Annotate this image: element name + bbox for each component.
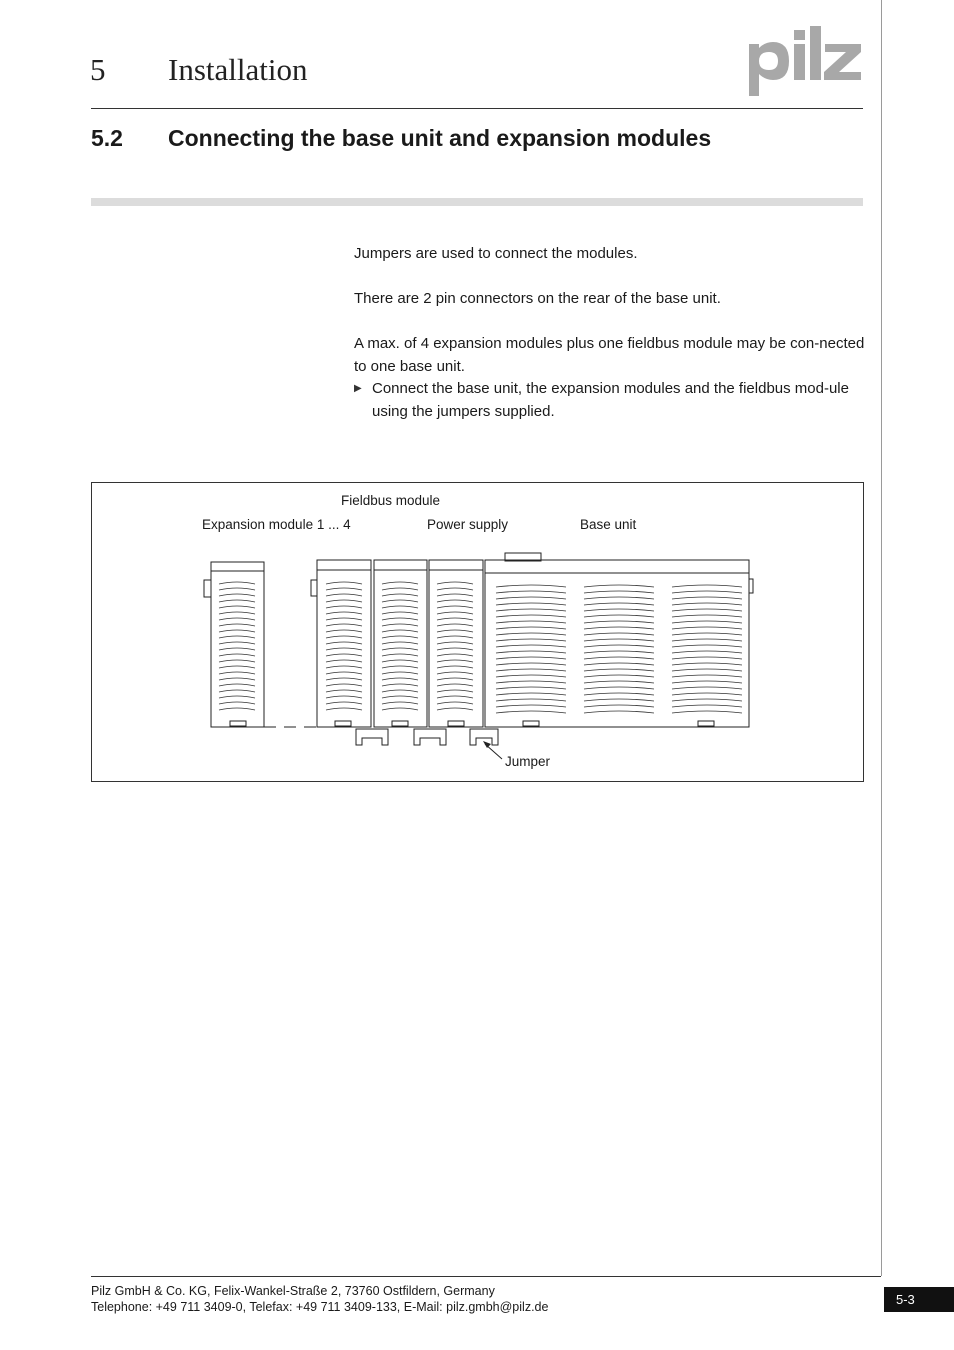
margin-rule	[881, 0, 882, 1276]
label-expansion-module: Expansion module 1 ... 4	[202, 517, 351, 532]
footer-address: Pilz GmbH & Co. KG, Felix-Wankel-Straße 2, 73760 Ostfildern, Germany	[91, 1284, 495, 1298]
instruction-step	[354, 378, 866, 423]
paragraph: A max. of 4 expansion modules plus one fieldbus module may be con-nected to one base unit.	[354, 335, 865, 375]
footer-rule	[91, 1276, 881, 1277]
footer-contact: Telephone: +49 711 3409-0, Telefax: +49 711 3409-133, E-Mail: pilz.gmbh@pilz.de	[91, 1300, 549, 1314]
label-jumper: Jumper	[505, 754, 551, 769]
section-title: Connecting the base unit and expansion modules	[168, 125, 712, 151]
chapter-number: 5	[90, 52, 106, 87]
paragraph: There are 2 pin connectors on the rear of the base unit.	[354, 290, 721, 307]
page-number: 5-3	[884, 1287, 954, 1312]
paragraph: Jumpers are used to connect the modules.	[354, 245, 638, 262]
label-base-unit: Base unit	[580, 517, 637, 532]
instruction-text: Connect the base unit, the expansion modules and the fieldbus mod-ule using the jumpers supplied.	[372, 380, 849, 420]
section-number: 5.2	[91, 125, 123, 151]
triangle-right-icon: ▶	[354, 383, 362, 394]
pilz-logo	[745, 26, 865, 96]
chapter-title: Installation	[168, 52, 308, 87]
jumper-2	[414, 729, 446, 745]
body-text	[354, 243, 866, 423]
header-rule	[91, 108, 863, 109]
module-connection-figure	[91, 482, 864, 782]
jumper-1	[356, 729, 388, 745]
label-power-supply: Power supply	[427, 517, 509, 532]
label-fieldbus-module: Fieldbus module	[341, 493, 441, 508]
section-divider	[91, 198, 863, 206]
